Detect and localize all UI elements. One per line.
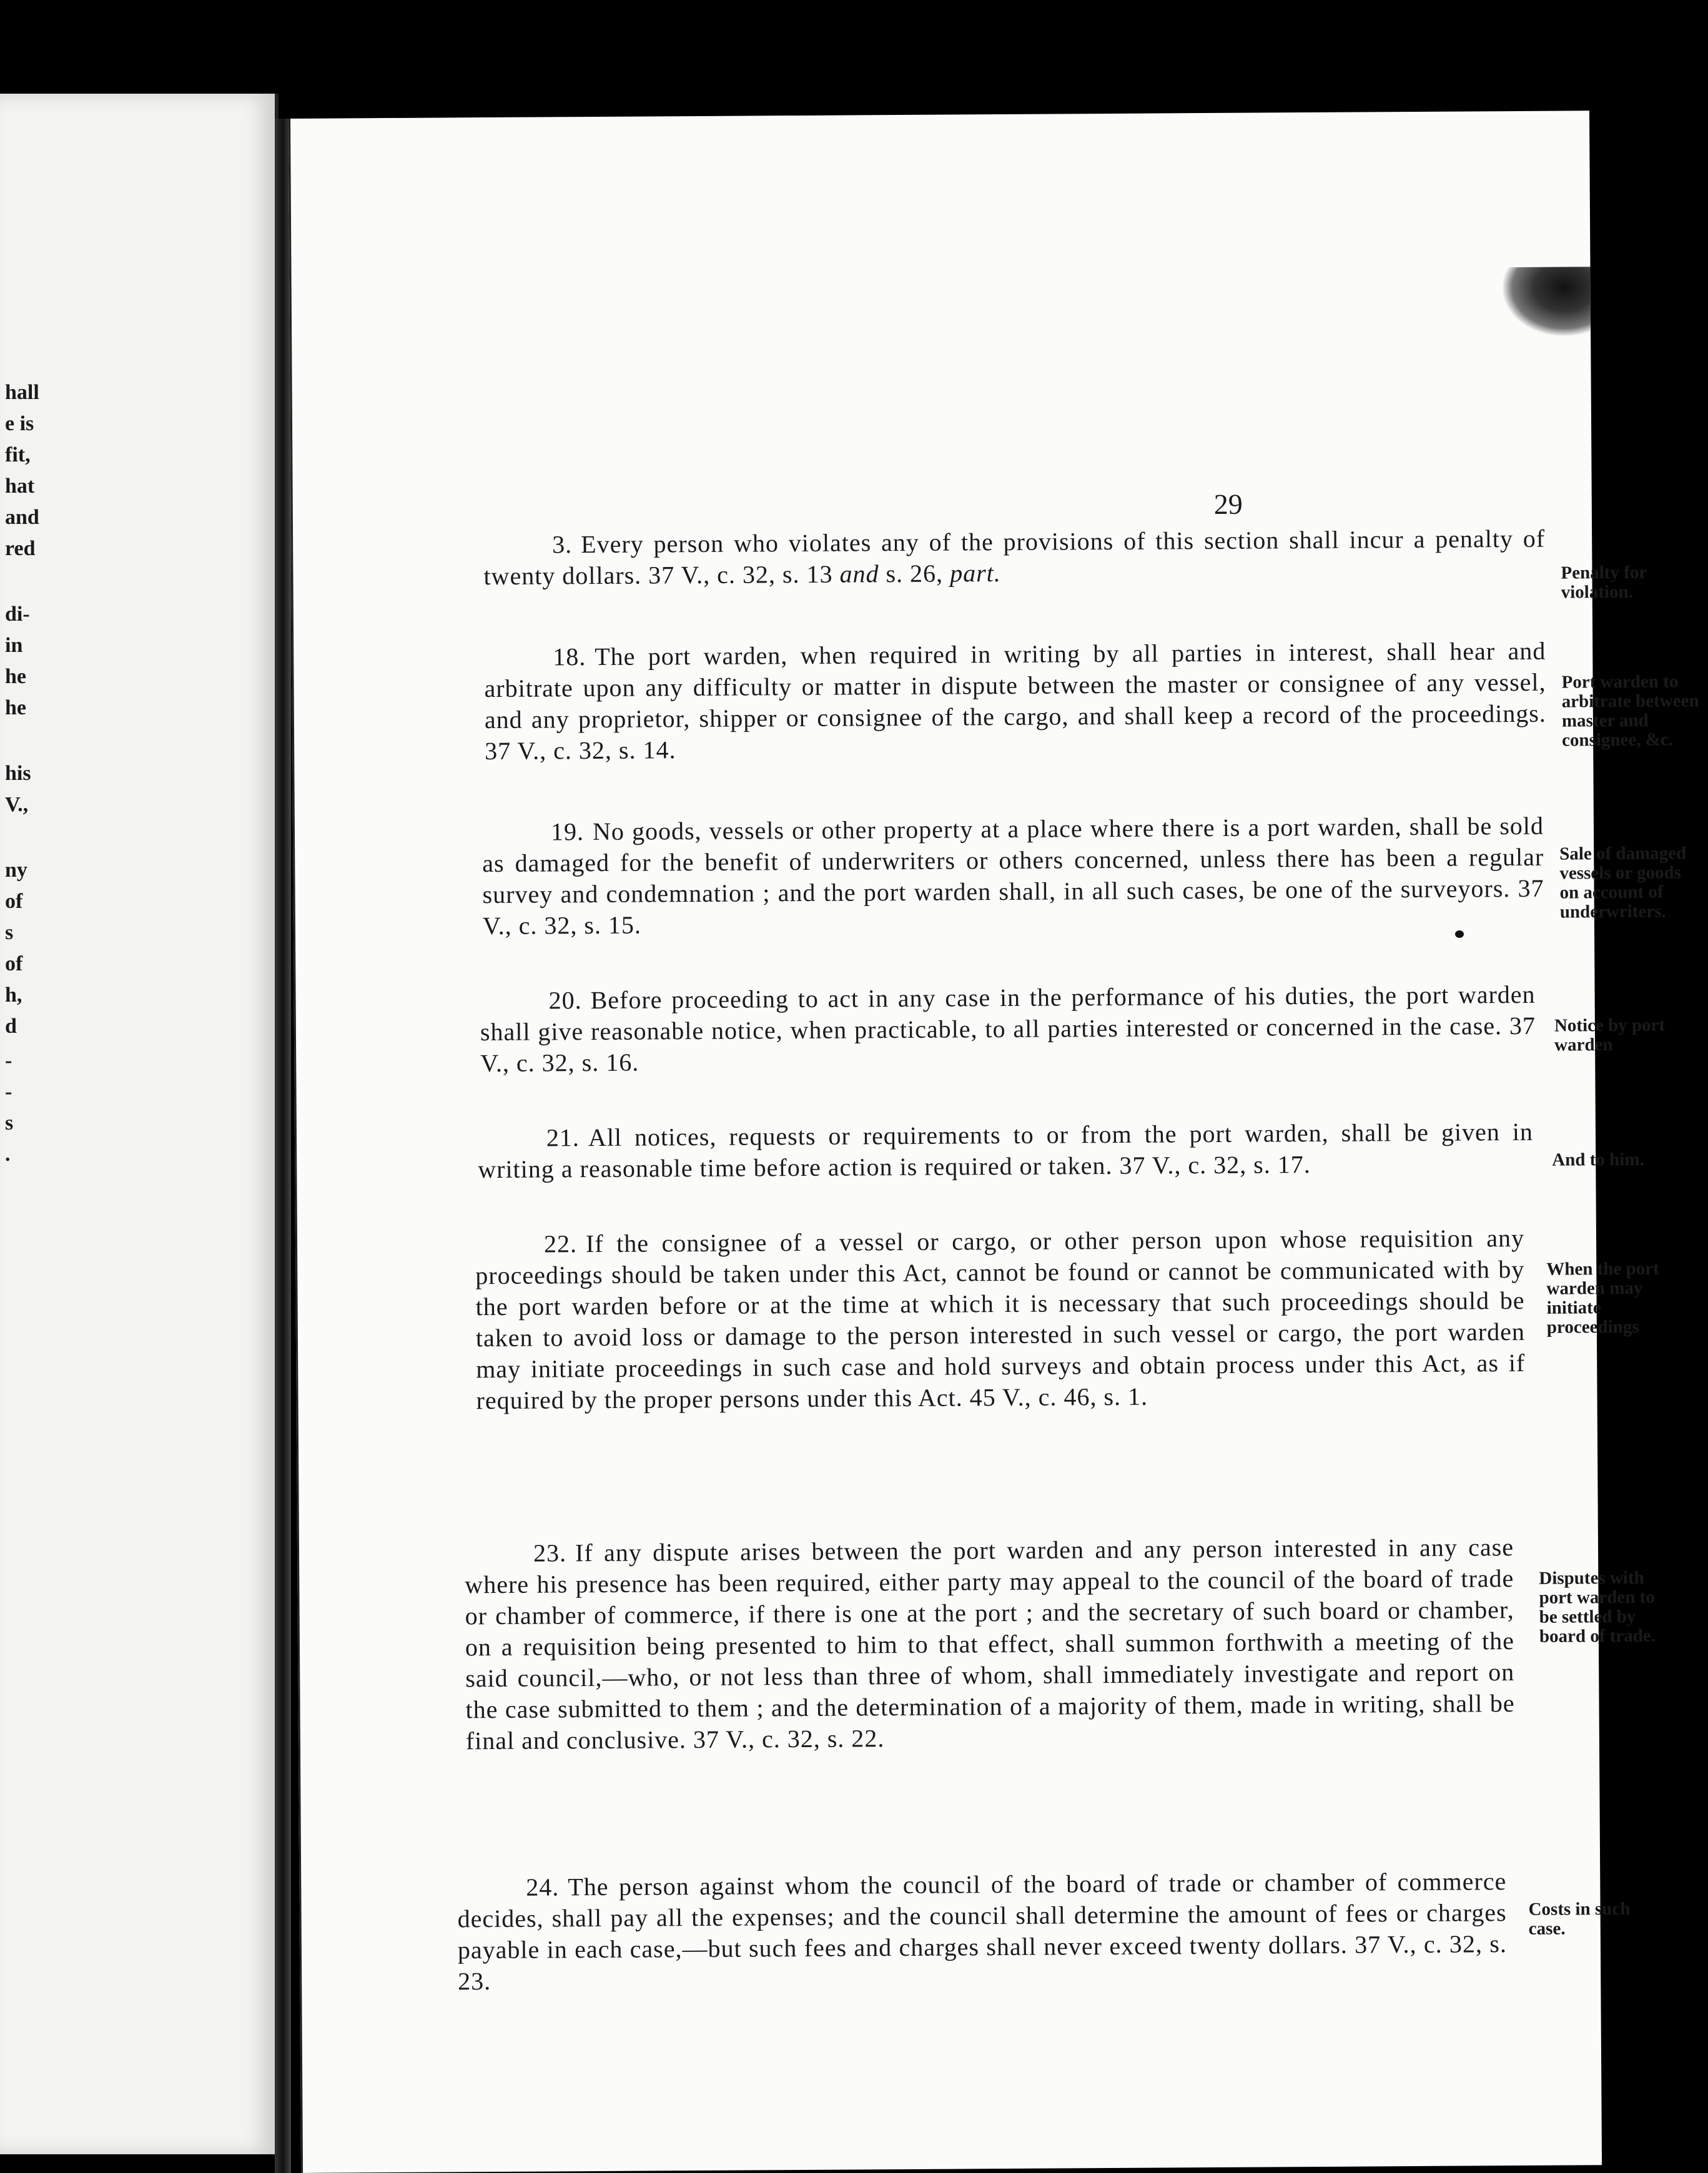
section-text: All notices, requests or requirements to or from the port warden, shall be given in writing a reasonable time before action is required or taken. 37 V., c. 32, s. 17. [478, 1117, 1534, 1184]
section-22 [475, 1223, 1526, 1416]
section-23 [465, 1532, 1515, 1757]
left-facing-page [0, 94, 279, 2154]
left-fragment: - [5, 1049, 12, 1072]
section-number: 19. [550, 817, 585, 846]
section-number: 23. [533, 1539, 567, 1567]
section-number: 18. [553, 643, 586, 671]
ink-speck [1455, 930, 1464, 938]
section-number: 3. [552, 530, 573, 559]
section-text: Every person who violates any of the provisions of this section shall incur a penalty of twenty dollars. 37 V., c. 32, s. 13 [483, 524, 1546, 591]
section-text: If any dispute arises between the port warden and any person interested in any case where his presence has been required, either party may appeal to the council of the board of trade or chamber of commerce, if there is one at the port ; and the secretary of such board or chamber, on a requisition being presented to him to that effect, shall summon forthwith a meeting of the said council,—who, or not less than three of whom, shall immediately investigate and report on the case submitted to them ; and the determination of a majority of them, made in writing, shall be final and conclusive. 37 V., c. 32, s. 22. [465, 1533, 1515, 1755]
section-text: No goods, vessels or other property at a place where there is a port warden, shall be sold as damaged for the benefit of underwriters or others concerned, unless there has been a regular survey and condemnation ; and the port warden shall, in all such cases, be one of the surveyors. 37 V., c. 32, s. 15. [482, 811, 1544, 940]
left-fragment: V., [5, 793, 29, 816]
left-fragment: of [5, 952, 23, 975]
margin-note: Penalty for violation. [1561, 562, 1647, 603]
section-text: s. 26, [886, 559, 944, 588]
left-fragment: s [5, 921, 14, 944]
left-fragment: s [5, 1111, 14, 1135]
left-fragment: his [5, 762, 31, 785]
section-20 [480, 979, 1536, 1079]
section-21 [478, 1116, 1534, 1185]
left-fragment: of [5, 890, 23, 913]
italic-text: and [839, 559, 879, 588]
margin-note: Notice by port warden [1554, 1015, 1666, 1055]
left-fragment: and [5, 506, 39, 529]
section-text: If the consignee of a vessel or cargo, or other person upon whose requisition any proceedings should be taken under this Act, cannot be found or cannot be communicated with by the port warden before or at the time at which it is necessary that such proceedings should be taken to avoid loss or damage to the person interested in such vessel or cargo, the port warden may initiate proceedings in such case and hold surveys and obtain process under this Act, as if required by the proper persons under this Act. 45 V., c. 46, s. 1. [475, 1223, 1526, 1415]
section-number: 20. [548, 986, 582, 1015]
section-number: 21. [546, 1123, 580, 1152]
margin-note: Port warden to arbitrate between master and consignee, &c. [1561, 671, 1699, 751]
left-fragment: hall [5, 381, 39, 404]
page-number: 29 [1213, 488, 1243, 520]
margin-note: When the port warden may initiate proceedings [1546, 1258, 1659, 1338]
left-fragment: h, [5, 983, 22, 1007]
section-text: The port warden, when required in writing by all parties in interest, shall hear and arbitrate upon any difficulty or matter in dispute between the master or consignee of any vessel, and any proprietor, shipper or consignee of the cargo, and shall keep a record of the proceedings. 37 V., c. 32, s. 14. [484, 636, 1546, 766]
left-fragment: . [5, 1143, 11, 1166]
left-fragment: e is [5, 412, 34, 435]
left-fragment: fit, [5, 443, 31, 466]
section-18 [484, 636, 1546, 767]
margin-note: And to him. [1552, 1149, 1644, 1170]
left-fragment: d [5, 1015, 17, 1038]
section-24 [457, 1866, 1507, 1997]
margin-note: Costs in such case. [1528, 1898, 1631, 1939]
torn-corner [1503, 267, 1591, 336]
left-fragment: ny [5, 859, 27, 882]
left-fragment: in [5, 634, 23, 657]
section-number: 22. [543, 1229, 578, 1258]
section-text: Before proceeding to act in any case in the performance of his duties, the port warden shall give reasonable notice, when practicable, to all parties interested or concerned in the case. 37 V., c. 32, s. 16. [480, 980, 1536, 1078]
left-fragment: he [5, 665, 26, 688]
section-19 [482, 811, 1544, 942]
section-3 [483, 523, 1546, 592]
left-fragment: - [5, 1080, 12, 1103]
left-fragment: he [5, 696, 26, 719]
section-number: 24. [526, 1873, 560, 1901]
section-text: The person against whom the council of the board of trade or chamber of commerce decides, shall pay all the expenses; and the council shall determine the amount of fees or charges payable in each case,—but such fees and charges shall never exceed twenty dollars. 37 V., c. 32, s. 23. [457, 1867, 1508, 1996]
margin-note: Disputes with port warden to be settled by board of trade. [1539, 1567, 1656, 1647]
left-fragment: red [5, 537, 36, 560]
book-gutter [275, 119, 291, 2173]
italic-text: part. [949, 559, 1001, 588]
margin-note: Sale of damaged vessels or goods on account of underwriters. [1559, 843, 1687, 922]
left-fragment: di- [5, 603, 30, 626]
left-fragment: hat [5, 475, 35, 498]
right-page [289, 111, 1699, 2173]
